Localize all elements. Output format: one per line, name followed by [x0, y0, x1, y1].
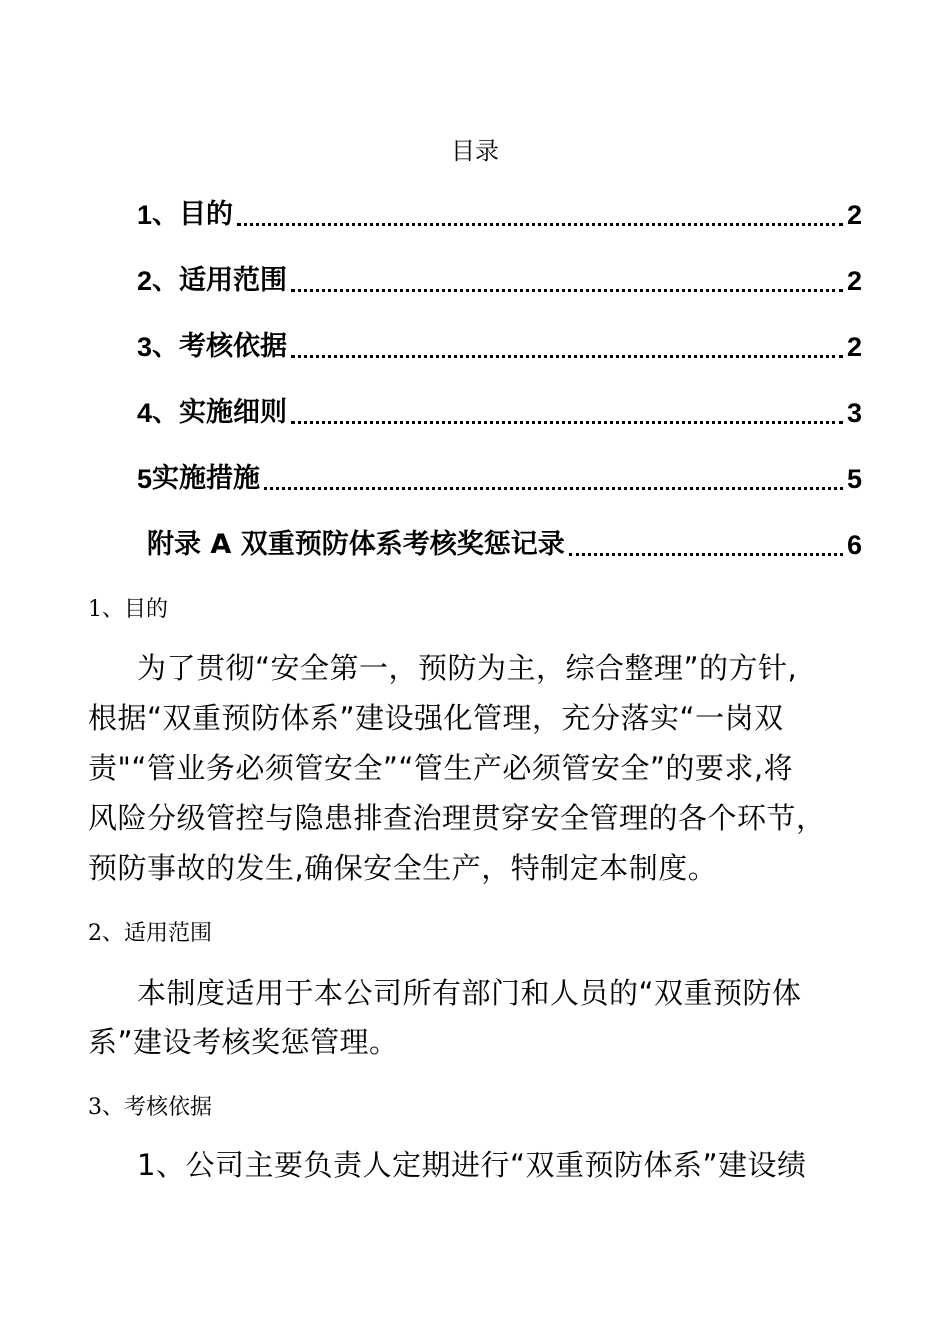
- toc-entry-label: 、考核依据: [152, 331, 288, 362]
- toc-entry-label: 实施措施: [152, 463, 261, 494]
- toc-dot-leader: [264, 487, 843, 490]
- paragraph-line: 责"“管业务必须管安全”“管生产必须管安全”的要求,将: [88, 751, 794, 785]
- toc-page-number: 3: [846, 398, 862, 428]
- toc-entry-label: 、适用范围: [152, 265, 288, 296]
- toc-entry-label: 附录 A 双重预防体系考核奖惩记录: [147, 529, 565, 560]
- toc-entry-number: 5: [137, 464, 153, 494]
- toc-entry-measures[interactable]: [137, 459, 862, 499]
- toc-entry-number: 2: [137, 266, 153, 296]
- toc-page-number: 2: [846, 266, 862, 296]
- section-heading-purpose: 1、目的: [88, 597, 168, 622]
- paragraph-line: 风险分级管控与隐患排查治理贯穿安全管理的各个环节，: [88, 801, 826, 835]
- toc-dot-leader: [291, 289, 843, 292]
- toc-entry-purpose[interactable]: [137, 195, 862, 235]
- toc-entry-label: 、实施细则: [152, 397, 288, 428]
- toc-entry-basis[interactable]: [137, 327, 862, 367]
- toc-entry-appendix-a[interactable]: [147, 525, 862, 565]
- section-heading-basis: 3、考核依据: [88, 1095, 212, 1120]
- toc-title: 目录: [451, 137, 499, 165]
- toc-entry-number: 3: [137, 332, 153, 362]
- paragraph-line: 1、公司主要负责人定期进行“双重预防体系”建设绩: [137, 1148, 807, 1182]
- paragraph-line: 本制度适用于本公司所有部门和人员的“双重预防体: [137, 976, 802, 1010]
- toc-entry-number: 1: [137, 200, 153, 230]
- toc-dot-leader: [291, 421, 843, 424]
- toc-entry-label: 、目的: [152, 199, 234, 230]
- section-heading-scope: 2、适用范围: [88, 921, 212, 946]
- toc-page-number: 2: [846, 200, 862, 230]
- toc-entry-scope[interactable]: [137, 261, 862, 301]
- toc-dot-leader: [569, 553, 843, 556]
- toc-entry-rules[interactable]: [137, 393, 862, 433]
- toc-dot-leader: [291, 355, 843, 358]
- paragraph-line: 根据“双重预防体系”建设强化管理，充分落实“一岗双: [88, 701, 784, 735]
- toc-page-number: 2: [846, 332, 862, 362]
- toc-page-number: 6: [846, 530, 862, 560]
- paragraph-line: 预防事故的发生,确保安全生产，特制定本制度。: [88, 851, 718, 885]
- toc-dot-leader: [237, 223, 843, 226]
- toc-entry-number: 4: [137, 398, 153, 428]
- toc-page-number: 5: [846, 464, 862, 494]
- paragraph-line: 为了贯彻“安全第一，预防为主，综合整理”的方针,: [137, 651, 798, 685]
- paragraph-line: 系”建设考核奖惩管理。: [88, 1025, 399, 1059]
